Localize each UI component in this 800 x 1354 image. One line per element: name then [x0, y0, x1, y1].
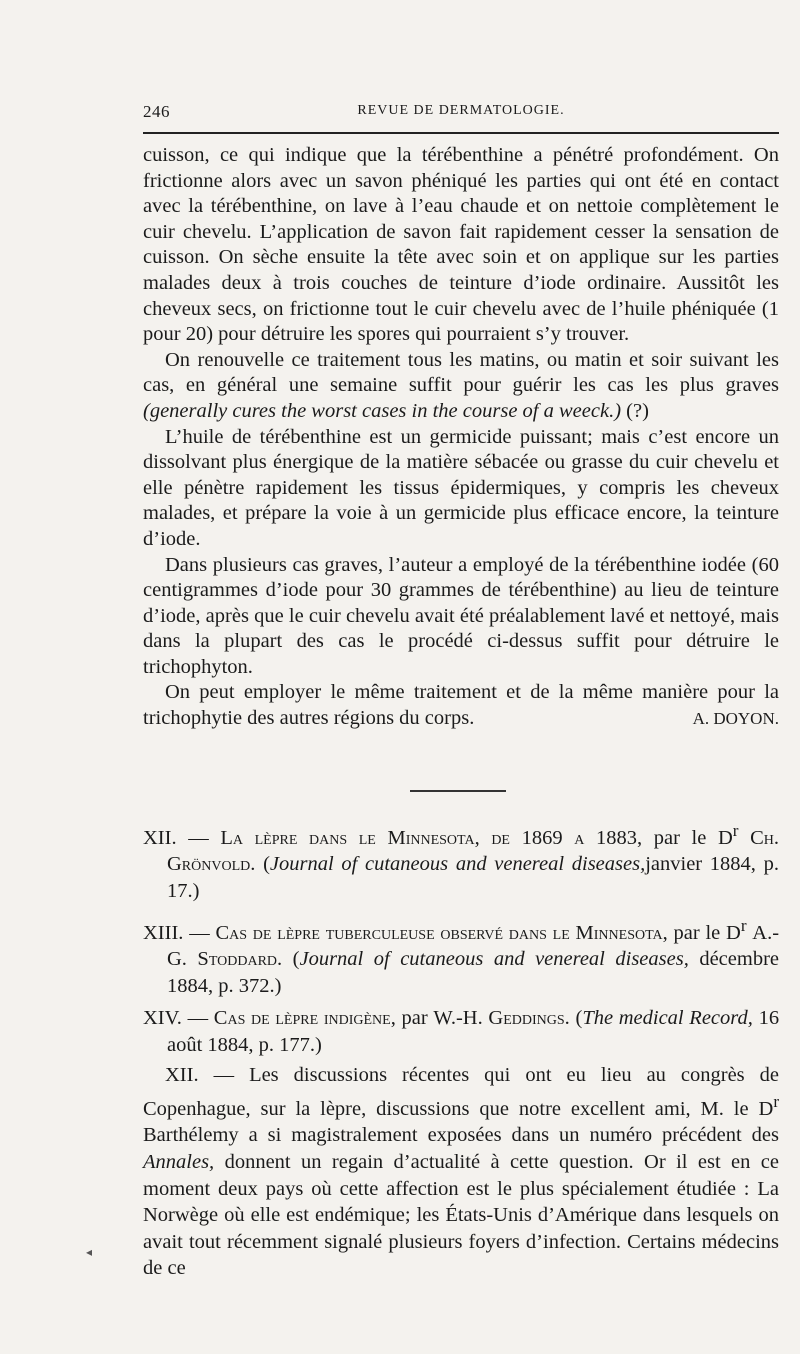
journal-title: The medical Record,	[582, 1007, 753, 1030]
header-rule	[143, 132, 779, 134]
references	[143, 818, 779, 1286]
section-number: XII.	[165, 1064, 199, 1087]
paragraph	[143, 348, 779, 425]
superscript: r	[773, 1092, 779, 1111]
reference-author: W.-H. Geddings.	[433, 1007, 570, 1030]
reference-details: 16 août 1884, p. 177.)	[167, 1007, 780, 1056]
reference-author: A.-G. Stoddard.	[167, 921, 780, 971]
journal-title: Journal of cutaneous and venereal diseases,	[299, 948, 689, 971]
dash: —	[189, 921, 210, 944]
author-prefix: par le D	[653, 826, 733, 849]
print-mark: ◂	[86, 1245, 93, 1259]
author-signature: A. DOYON.	[692, 709, 779, 729]
reference-entry: XII. — La lèpre dans le Minnesota, de 1869 a 1883, par le $D^r$ Ch. Grönvold. (Journal of cutaneous and venereal diseases,janvier 1884, p. 17.)	[143, 821, 779, 903]
superscript: r	[740, 915, 747, 935]
reference-title: Cas de lèpre indigène,	[213, 1007, 396, 1030]
reference-author: Ch. Grönvold.	[167, 826, 779, 876]
author-prefix: par le D	[673, 921, 741, 944]
journal-title: Journal of cutaneous and venereal diseases,	[269, 853, 646, 876]
reference-number: XIV.	[143, 1007, 182, 1030]
query-mark: (?)	[626, 399, 649, 422]
paragraph-text: donnent un regain d’actualité à cette question. Or il est en ce moment deux pays où cette affection est le plus spécialement étudiée : La Norwège où elle est endémique; les États-Unis d’Amérique dans lesquels on avait tout récemment signalé plusieurs foyers d’infection. Certains médecins de ce	[143, 1151, 779, 1280]
paragraph-text: Barthélemy a si magistralement exposées dans un numéro précédent des	[143, 1124, 779, 1147]
superscript: r	[732, 821, 739, 840]
section-separator	[410, 790, 506, 792]
paragraph-text: — Les discussions récentes qui ont eu lieu au congrès de Copenhague, sur la lèpre, discussions que notre excellent ami, M. le D	[143, 1064, 779, 1120]
reference-number: XIII.	[143, 921, 184, 944]
reference-entry: XIII. — Cas de lèpre tuberculeuse observé dans le Minnesota, par le $D^r$ A.-G. Stoddard. (Journal of cutaneous and venereal diseases, décembre 1884, p. 372.)	[143, 915, 780, 997]
dash: —	[188, 826, 209, 849]
paragraph: L’huile de térébenthine est un germicide puissant; mais c’est encore un dissolvant plus énergique de la matière sébacée ou grasse du cuir chevelu et elle pénètre rapidement les tissus épidermiques, y compris les cheveux malades, et prépare la voie à un germicide plus efficace encore, la teinture d’iode.	[143, 425, 779, 550]
running-header	[143, 99, 779, 123]
paragraph-text: On renouvelle ce traitement tous les matins, ou matin et soir suivant les cas, en général une semaine suffit pour guérir les cas les plus graves	[143, 348, 779, 397]
paragraph: Dans plusieurs cas graves, l’auteur a employé de la térébenthine iodée (60 centigrammes d’iode pour 30 grammes de térébenthine) au lieu de teinture d’iode, après que le cuir chevelu avait été préalablement lavé et nettoyé, mais dans la plupart des cas le procédé ci-dessus suffit pour détruire le trichophyton.	[143, 553, 779, 678]
page-number: 246	[143, 102, 170, 121]
article-body	[143, 143, 779, 732]
paragraph-text: On peut employer le même traitement et de la même manière pour la trichophytie des autres régions du corps.	[143, 681, 779, 730]
paragraph	[143, 680, 779, 731]
reference-details: décembre 1884, p. 372.)	[167, 948, 779, 997]
paragraph	[143, 1062, 779, 1282]
author-prefix: par	[401, 1007, 428, 1030]
reference-title: La lèpre dans le Minnesota, de 1869 a 1883,	[220, 826, 643, 849]
reference-entry: XIV. — Cas de lèpre indigène, par W.-H. Geddings. (The medical Record, 16 août 1884, p. 177.)	[143, 1007, 780, 1056]
english-quote: (generally cures the worst cases in the course of a weeck.)	[143, 399, 622, 422]
running-title: REVUE DE DERMATOLOGIE.	[357, 103, 565, 118]
reference-details: janvier 1884, p. 17.)	[167, 853, 779, 903]
paragraph: cuisson, ce qui indique que la térébenthine a pénétré profondément. On frictionne alors avec un savon phéniqué les parties qui ont été en contact avec la térébenthine, on lave à l’eau chaude et on nettoie complètement le cuir chevelu. L’application de savon fait rapidement cesser la sensation de cuisson. On sèche ensuite la tête avec soin et on applique sur les parties malades deux à trois couches de teinture d’iode ordinaire. Aussitôt les cheveux secs, on frictionne tout le cuir chevelu avec de l’huile phéniquée (1 pour 20) pour détruire les spores qui pourraient s’y trouver.	[143, 144, 779, 346]
journal-title: Annales,	[143, 1151, 215, 1174]
dash: —	[187, 1007, 209, 1030]
reference-number: XII.	[143, 826, 177, 849]
reference-title: Cas de lèpre tuberculeuse observé dans le Minnesota,	[215, 921, 668, 944]
